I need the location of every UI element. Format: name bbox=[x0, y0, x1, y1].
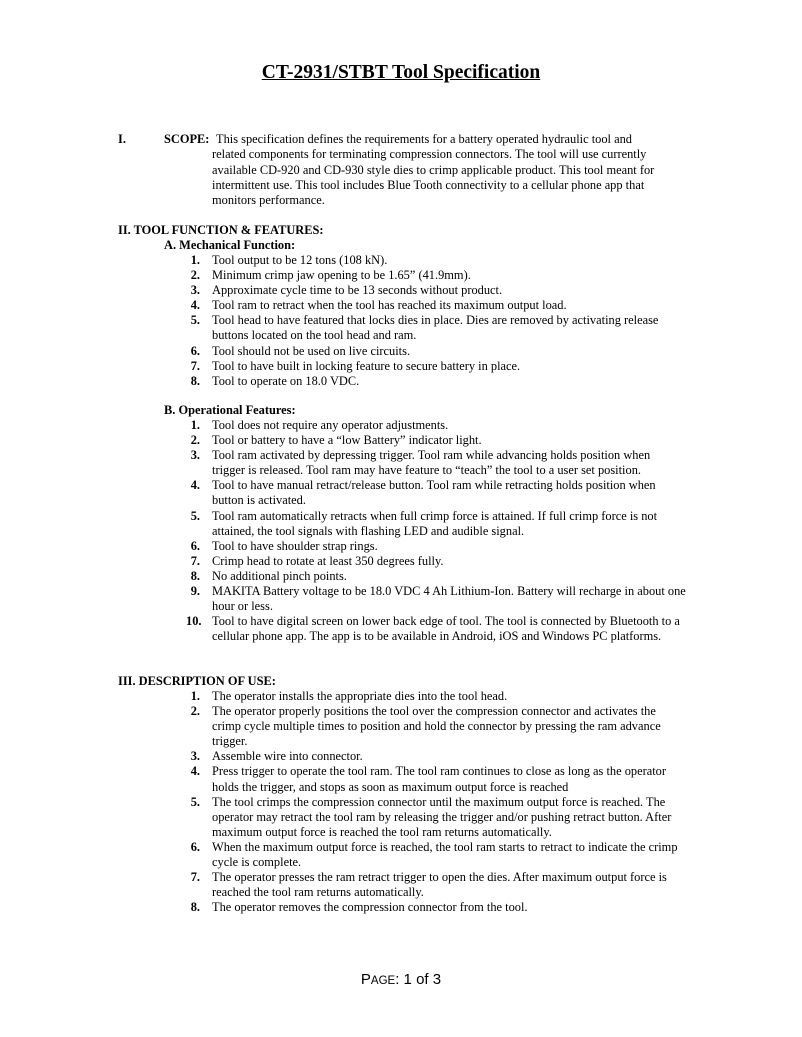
mechanical-function-list bbox=[186, 253, 686, 389]
list-item: 1. The operator installs the appropriate dies into the tool head. bbox=[190, 689, 508, 703]
list-item: 1. Tool output to be 12 tons (108 kN). bbox=[190, 253, 388, 267]
page-title: CT-2931/STBT Tool Specification bbox=[261, 62, 541, 83]
list-item: 1. Tool does not require any operator adjustments. bbox=[190, 418, 449, 432]
list-item: 4. Press trigger to operate the tool ram. The tool ram continues to close as long as the operator holds the trigger, and stops as soon as maximum output force is reached bbox=[190, 764, 666, 794]
subsection-operational-features: B. Operational Features: bbox=[164, 403, 296, 417]
list-item: 9. MAKITA Battery voltage to be 18.0 VDC 4 Ah Lithium-Ion. Battery will recharge in about one hour or less. bbox=[190, 584, 686, 614]
list-item: 8. No additional pinch points. bbox=[190, 568, 347, 583]
section-heading-description-of-use: III. DESCRIPTION OF USE: bbox=[118, 674, 276, 688]
list-item: 2. The operator properly positions the tool over the compression connector and activates the crimp cycle multiple times to position and hold the connector by pressing the ram advance trigger. bbox=[190, 704, 661, 749]
list-item: 3. Assemble wire into connector. bbox=[190, 749, 363, 764]
list-item: 10. Tool to have digital screen on lower back edge of tool. The tool is connected by Bluetooth to a cellular phone app. The app is to be available in Android, iOS and Windows PC platforms. bbox=[186, 614, 680, 644]
list-item: 7. The operator presses the ram retract trigger to open the dies. After maximum output force is reached the tool ram returns automatically. bbox=[190, 870, 667, 900]
list-item: 7. Tool to have built in locking feature to secure battery in place. bbox=[190, 358, 521, 373]
list-item: 2. Minimum crimp jaw opening to be 1.65” (41.9mm). bbox=[190, 268, 471, 283]
list-item: 8. Tool to operate on 18.0 VDC. bbox=[190, 373, 360, 388]
operational-features-list bbox=[186, 418, 686, 644]
list-item: 3. Approximate cycle time to be 13 seconds without product. bbox=[190, 283, 503, 298]
subsection-mechanical-function: A. Mechanical Function: bbox=[164, 238, 296, 252]
scope-label: SCOPE: bbox=[164, 132, 210, 146]
list-item: 3. Tool ram activated by depressing trigger. Tool ram while advancing holds position when trigger is released. Tool ram may have feature to “teach” the tool to a user set position. bbox=[190, 448, 651, 478]
list-item: 5. The tool crimps the compression connector until the maximum output force is reached. The operator may retract the tool ram by releasing the trigger and/or pushing retract button. After maximum output force is reached the tool ram returns automatically. bbox=[190, 794, 672, 839]
list-item: 8. The operator removes the compression connector from the tool. bbox=[190, 900, 528, 915]
scope-number: I. bbox=[118, 132, 126, 146]
list-item: 2. Tool or battery to have a “low Battery” indicator light. bbox=[190, 433, 482, 448]
list-item: 6. When the maximum output force is reached, the tool ram starts to retract to indicate the crimp cycle is complete. bbox=[190, 839, 678, 870]
list-item: 4. Tool ram to retract when the tool has reached its maximum output load. bbox=[190, 298, 567, 313]
section-heading-tool-function: II. TOOL FUNCTION & FEATURES: bbox=[118, 223, 324, 237]
list-item: 5. Tool head to have featured that locks dies in place. Dies are removed by activating release buttons located on the tool head and ram. bbox=[190, 313, 659, 343]
page-number: PAGE: 1 of 3 bbox=[360, 971, 442, 988]
list-item: 6. Tool should not be used on live circuits. bbox=[190, 343, 411, 358]
scope-line1: This specification defines the requirements for a battery operated hydraulic tool and bbox=[216, 132, 632, 146]
description-of-use-list bbox=[186, 689, 686, 915]
scope-text: related components for terminating compression connectors. The tool will use currently available CD-920 and CD-930 style dies to crimp applicable product. This tool meant for intermittent use. This tool includes Blue Tooth connectivity to a cellular phone app that monitors performance. bbox=[212, 147, 655, 207]
list-item: 4. Tool to have manual retract/release button. Tool ram while retracting holds position when button is activated. bbox=[190, 478, 656, 508]
list-item: 7. Crimp head to rotate at least 350 degrees fully. bbox=[190, 553, 444, 568]
list-item: 6. Tool to have shoulder strap rings. bbox=[190, 538, 378, 553]
list-item: 5. Tool ram automatically retracts when full crimp force is attained. If full crimp force is not attained, the tool signals with flashing LED and audible signal. bbox=[190, 508, 658, 538]
